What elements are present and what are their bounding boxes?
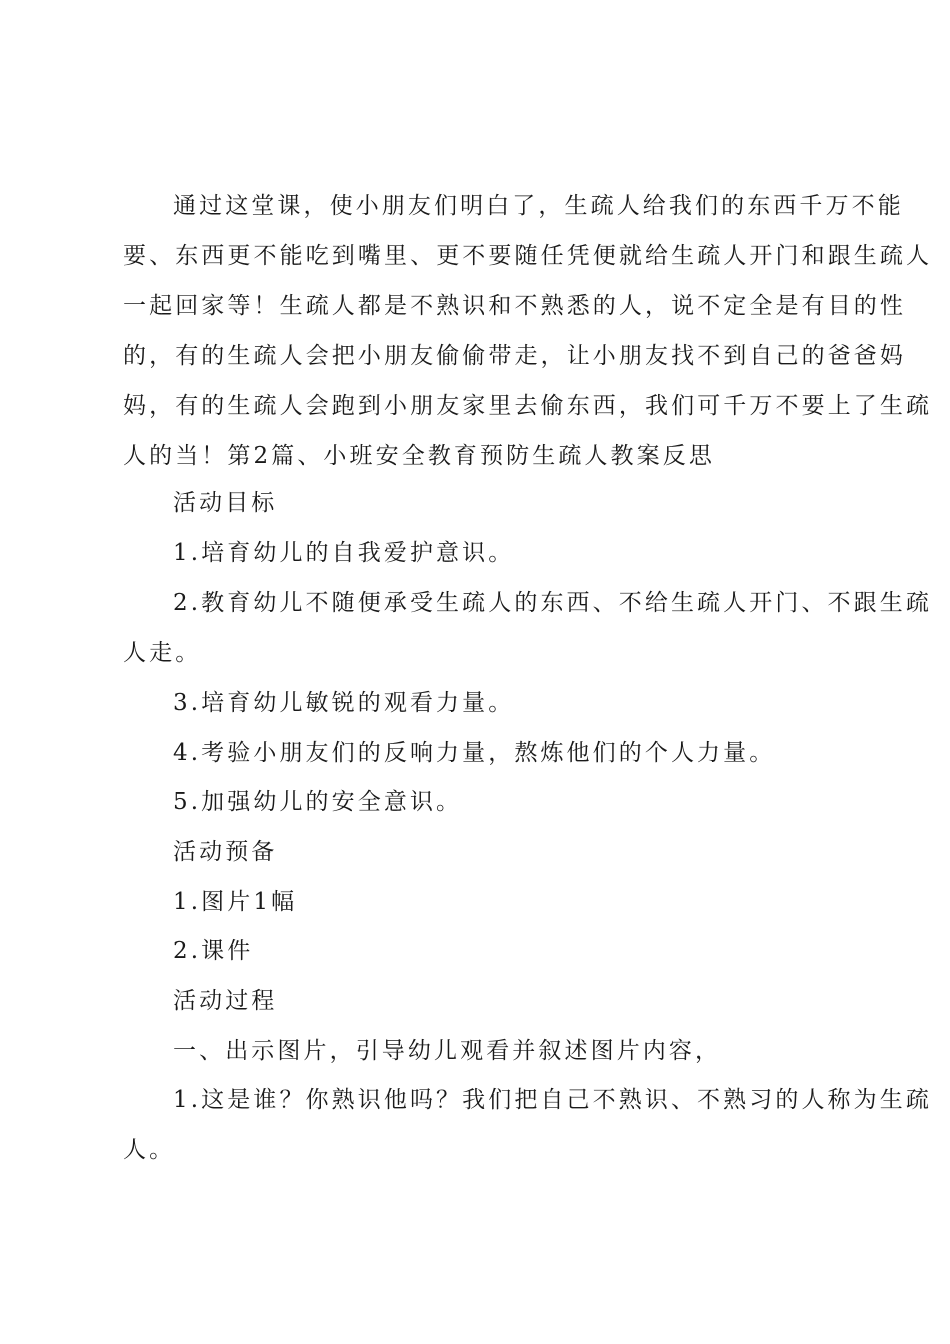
intro-paragraph — [123, 181, 933, 481]
process-step: 一、出示图片，引导幼儿观看并叙述图片内容， — [173, 1038, 722, 1064]
intro-line: 要、东西更不能吃到嘴里、更不要随任凭便就给生疏人开门和跟生疏人 — [123, 243, 933, 269]
intro-line: 一起回家等！生疏人都是不熟识和不熟悉的人，说不定全是有目的性 — [123, 293, 906, 319]
intro-line: 通过这堂课，使小朋友们明白了，生疏人给我们的东西千万不能 — [173, 193, 904, 219]
goals-heading: 活动目标 — [173, 490, 278, 516]
prep-item: 2.课件 — [173, 938, 254, 964]
goal-line: 人走。 — [123, 640, 202, 666]
intro-line: 妈，有的生疏人会跑到小朋友家里去偷东西，我们可千万不要上了生疏 — [123, 393, 933, 419]
substep-line: 人。 — [123, 1137, 176, 1163]
goal-item: 1.培育幼儿的自我爱护意识。 — [173, 540, 515, 566]
goal-item: 5.加强幼儿的安全意识。 — [173, 789, 463, 815]
process-substep — [123, 1075, 932, 1175]
prep-item: 1.图片1幅 — [173, 889, 298, 915]
document-page — [123, 0, 933, 1344]
goal-item: 3.培育幼儿敏锐的观看力量。 — [173, 690, 515, 716]
intro-line: 的，有的生疏人会把小朋友偷偷带走，让小朋友找不到自己的爸爸妈 — [123, 343, 906, 369]
prep-heading: 活动预备 — [173, 839, 278, 865]
goal-line: 2.教育幼儿不随便承受生疏人的东西、不给生疏人开门、不跟生疏 — [173, 590, 932, 616]
intro-line: 人的当！第2篇、小班安全教育预防生疏人教案反思 — [123, 443, 715, 469]
goal-item: 4.考验小朋友们的反响力量，熬炼他们的个人力量。 — [173, 740, 776, 766]
goal-item — [123, 578, 932, 678]
substep-line: 1.这是谁？你熟识他吗？我们把自己不熟识、不熟习的人称为生疏 — [173, 1087, 932, 1113]
process-heading: 活动过程 — [173, 988, 278, 1014]
